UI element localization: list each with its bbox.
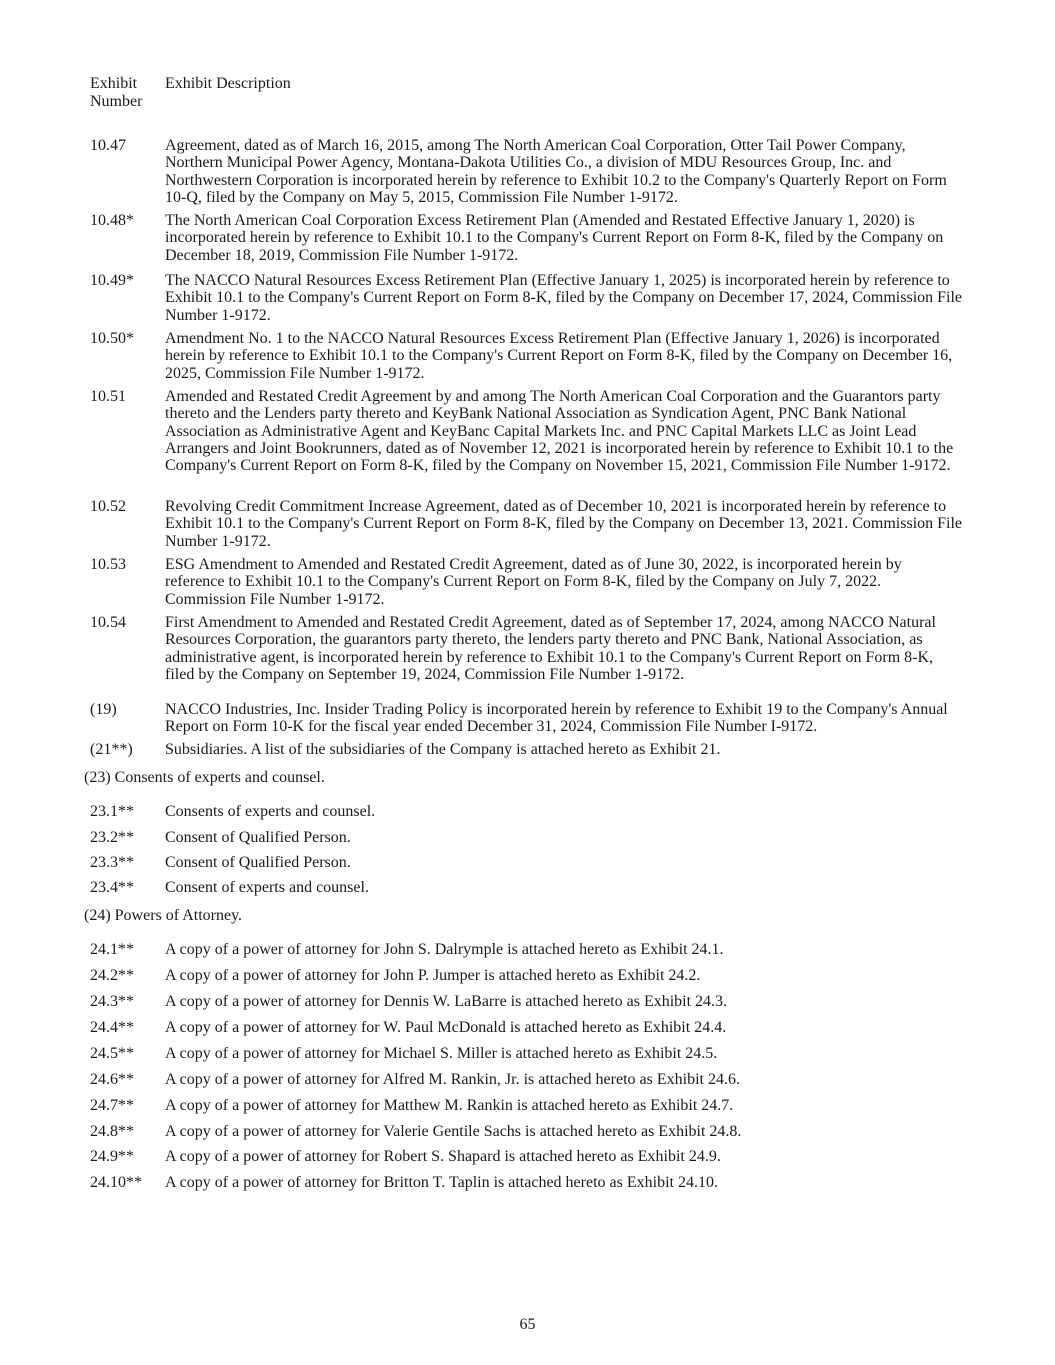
exhibit-number: 10.52 bbox=[90, 498, 126, 515]
exhibit-number: 10.51 bbox=[90, 388, 126, 405]
exhibit-row bbox=[90, 1097, 965, 1114]
exhibit-row bbox=[90, 1019, 965, 1036]
exhibit-row bbox=[90, 1045, 965, 1062]
exhibit-number: 24.7** bbox=[90, 1097, 134, 1114]
exhibit-row bbox=[90, 854, 965, 871]
exhibit-number: 10.54 bbox=[90, 614, 126, 631]
exhibit-number: 10.49* bbox=[90, 272, 134, 289]
exhibit-row bbox=[90, 879, 965, 896]
exhibit-number: (21**) bbox=[90, 741, 133, 758]
exhibit-number: 23.4** bbox=[90, 879, 134, 896]
exhibit-number: 23.3** bbox=[90, 854, 134, 871]
exhibit-description: A copy of a power of attorney for Robert S. Shapard is attached hereto as Exhibit 24.9. bbox=[165, 1148, 721, 1165]
exhibit-row bbox=[90, 330, 965, 382]
exhibit-description: The NACCO Natural Resources Excess Retirement Plan (Effective January 1, 2025) is incorporated herein by reference to Exhibit 10.1 to the Company's Current Report on Form 8-K, filed by the Company on December 17, 2024, Commission File Number 1-9172. bbox=[165, 272, 963, 324]
exhibit-description: Subsidiaries. A list of the subsidiaries of the Company is attached hereto as Exhibit 21. bbox=[165, 741, 721, 758]
page-number: 65 bbox=[519, 1316, 536, 1333]
exhibit-row bbox=[90, 388, 965, 474]
exhibit-number: 24.9** bbox=[90, 1148, 134, 1165]
exhibit-number: 24.6** bbox=[90, 1071, 134, 1088]
exhibit-row bbox=[90, 1123, 965, 1140]
exhibit-number: 24.4** bbox=[90, 1019, 134, 1036]
exhibit-number: (19) bbox=[90, 701, 117, 718]
exhibit-number: 23.2** bbox=[90, 829, 134, 846]
exhibit-row bbox=[90, 556, 965, 608]
exhibit-row bbox=[90, 993, 965, 1010]
exhibit-number: 24.8** bbox=[90, 1123, 134, 1140]
section-heading: (24) Powers of Attorney. bbox=[84, 907, 243, 924]
exhibit-number: 24.2** bbox=[90, 967, 134, 984]
exhibit-number: 24.5** bbox=[90, 1045, 134, 1062]
section-heading: (23) Consents of experts and counsel. bbox=[84, 769, 325, 786]
exhibit-description: Consent of Qualified Person. bbox=[165, 854, 351, 871]
exhibit-row bbox=[90, 829, 965, 846]
exhibit-number: 10.53 bbox=[90, 556, 126, 573]
exhibit-row bbox=[90, 614, 965, 683]
exhibit-description: ESG Amendment to Amended and Restated Credit Agreement, dated as of June 30, 2022, is incorporated herein by reference to Exhibit 10.1 to the Company's Current Report on Form 8-K, filed by the Company on July 7, 2022. Commission File Number 1-9172. bbox=[165, 556, 902, 608]
exhibit-number: 24.1** bbox=[90, 941, 134, 958]
exhibit-row bbox=[90, 272, 965, 324]
exhibit-row bbox=[90, 137, 965, 206]
exhibit-description: A copy of a power of attorney for John S. Dalrymple is attached hereto as Exhibit 24.1. bbox=[165, 941, 724, 958]
exhibit-description: Amended and Restated Credit Agreement by and among The North American Coal Corporation and the Guarantors party thereto and the Lenders party thereto and KeyBank National Association as Syndication Agent, PNC Bank National Association as Administrative Agent and KeyBanc Capital Markets Inc. and PNC Capital Markets LLC as Joint Lead Arrangers and Joint Bookrunners, dated as of November 12, 2021 is incorporated herein by reference to Exhibit 10.1 to the Company's Current Report on Form 8-K, filed by the Company on November 15, 2021, Commission File Number 1-9172. bbox=[165, 388, 954, 475]
exhibit-description: A copy of a power of attorney for Britton T. Taplin is attached hereto as Exhibit 24.10. bbox=[165, 1174, 718, 1191]
exhibit-number: 24.3** bbox=[90, 993, 134, 1010]
exhibit-row bbox=[90, 212, 965, 264]
exhibit-row bbox=[90, 741, 965, 758]
exhibit-description: Consent of experts and counsel. bbox=[165, 879, 369, 896]
exhibit-row bbox=[90, 1174, 965, 1191]
exhibit-description: A copy of a power of attorney for Matthew M. Rankin is attached hereto as Exhibit 24.7. bbox=[165, 1097, 734, 1114]
exhibit-description: A copy of a power of attorney for John P. Jumper is attached hereto as Exhibit 24.2. bbox=[165, 967, 701, 984]
exhibit-description: A copy of a power of attorney for Valerie Gentile Sachs is attached hereto as Exhibit 24.8. bbox=[165, 1123, 742, 1140]
exhibit-number: 10.50* bbox=[90, 330, 134, 347]
exhibit-description: Agreement, dated as of March 16, 2015, among The North American Coal Corporation, Otter Tail Power Company, Northern Municipal Power Agency, Montana-Dakota Utilities Co., a division of MDU Resources Group, Inc. and Northwestern Corporation is incorporated herein by reference to Exhibit 10.2 to the Company's Quarterly Report on Form 10-Q, filed by the Company on May 5, 2015, Commission File Number 1-9172. bbox=[165, 137, 947, 206]
exhibit-number: 23.1** bbox=[90, 803, 134, 820]
table-header bbox=[90, 75, 291, 111]
exhibit-description-header: Exhibit Description bbox=[165, 75, 291, 92]
exhibit-description: Revolving Credit Commitment Increase Agreement, dated as of December 10, 2021 is incorporated herein by reference to Exhibit 10.1 to the Company's Current Report on Form 8-K, filed by the Company on December 13, 2021. Commission File Number 1-9172. bbox=[165, 498, 963, 550]
exhibit-number: 10.48* bbox=[90, 212, 134, 229]
exhibit-description: A copy of a power of attorney for Dennis W. LaBarre is attached hereto as Exhibit 24.3. bbox=[165, 993, 728, 1010]
exhibit-description: Consents of experts and counsel. bbox=[165, 803, 376, 820]
exhibit-description: Amendment No. 1 to the NACCO Natural Resources Excess Retirement Plan (Effective January 1, 2026) is incorporated herein by reference to Exhibit 10.1 to the Company's Current Report on Form 8-K, filed by the Company on December 16, 2025, Commission File Number 1-9172. bbox=[165, 330, 953, 382]
exhibit-row bbox=[90, 701, 965, 736]
exhibit-row bbox=[90, 1148, 965, 1165]
exhibit-row bbox=[90, 498, 965, 550]
exhibit-row bbox=[90, 1071, 965, 1088]
exhibit-number: 10.47 bbox=[90, 137, 126, 154]
exhibit-number: 24.10** bbox=[90, 1174, 142, 1191]
exhibit-description: NACCO Industries, Inc. Insider Trading Policy is incorporated herein by reference to Exhibit 19 to the Company's Annual Report on Form 10-K for the fiscal year ended December 31, 2024, Commission File Number I-9172. bbox=[165, 701, 948, 736]
exhibit-description: A copy of a power of attorney for W. Paul McDonald is attached hereto as Exhibit 24.4. bbox=[165, 1019, 727, 1036]
exhibit-description: The North American Coal Corporation Excess Retirement Plan (Amended and Restated Effective January 1, 2020) is incorporated herein by reference to Exhibit 10.1 to the Company's Current Report on Form 8-K, filed by the Company on December 18, 2019, Commission File Number 1-9172. bbox=[165, 212, 944, 264]
exhibit-number-header: Exhibit Number bbox=[90, 75, 143, 110]
exhibit-row bbox=[90, 803, 965, 820]
exhibit-description: Consent of Qualified Person. bbox=[165, 829, 351, 846]
exhibit-description: A copy of a power of attorney for Alfred M. Rankin, Jr. is attached hereto as Exhibit 24.6. bbox=[165, 1071, 740, 1088]
exhibit-description: A copy of a power of attorney for Michael S. Miller is attached hereto as Exhibit 24.5. bbox=[165, 1045, 718, 1062]
exhibit-description: First Amendment to Amended and Restated Credit Agreement, dated as of September 17, 2024, among NACCO Natural Resources Corporation, the guarantors party thereto, the lenders party thereto and PNC Bank, National Association, as administrative agent, is incorporated herein by reference to Exhibit 10.1 to the Company's Current Report on Form 8-K, filed by the Company on September 19, 2024, Commission File Number 1-9172. bbox=[165, 614, 936, 683]
exhibit-row bbox=[90, 967, 965, 984]
exhibit-row bbox=[90, 941, 965, 958]
